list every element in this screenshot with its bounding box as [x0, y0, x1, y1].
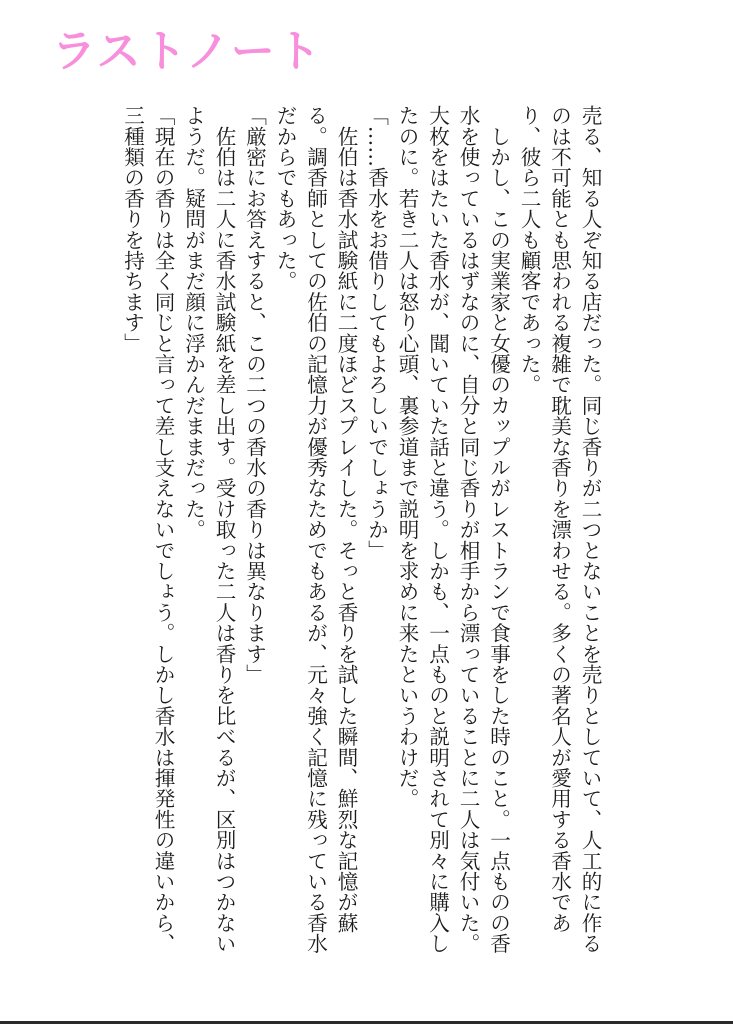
paragraph-6: 佐伯は二人に香水試験紙を差し出す。受け取った二人は香りを比べるが、区別はつかないようだ。疑問がまだ顔に浮かんだままだった。 — [181, 105, 236, 954]
paragraph-5: 「厳密にお答えすると、この二つの香水の香りは異なります」 — [242, 105, 267, 685]
chapter-title: ラストノート — [52, 26, 323, 77]
paragraph-1: 売る、知る人ぞ知る店だった。同じ香りが二つとないことを売りとしていて、人工的に作るのは不可能とも思われる複雑で耽美な香りを漂わせる。多くの著名人が愛用する香水であり、彼ら二人も顧客であった。 — [517, 105, 602, 954]
paragraph-7: 「現在の香りは全く同じと言って差し支えないでしょう。しかし香水は揮発性の違いから、三種類の香りを持ちます」 — [120, 105, 175, 954]
vertical-text-body — [117, 105, 605, 965]
paragraph-3: 「……香水をお借りしてもよろしいでしょうか」 — [364, 105, 389, 561]
paragraph-4: 佐伯は香水試験紙に二度ほどスプレイした。そっと香りを試した瞬間、鮮烈な記憶が蘇る。調香師としての佐伯の記憶力が優秀なためでもあるが、元々強く記憶に残っている香水だからでもあった。 — [273, 105, 358, 954]
paragraph-2: しかし、この実業家と女優のカップルがレストランで食事をした時のこと。一点ものの香水を使っているはずなのに、自分と同じ香りが相手から漂っていることに二人は気付いた。大枚をはたいた香水が、聞いていた話と違う。しかも、一点ものと説明されて別々に購入したのに。若き二人は怒り心頭、裏参道まで説明を求めに来たというわけだ。 — [395, 105, 511, 954]
